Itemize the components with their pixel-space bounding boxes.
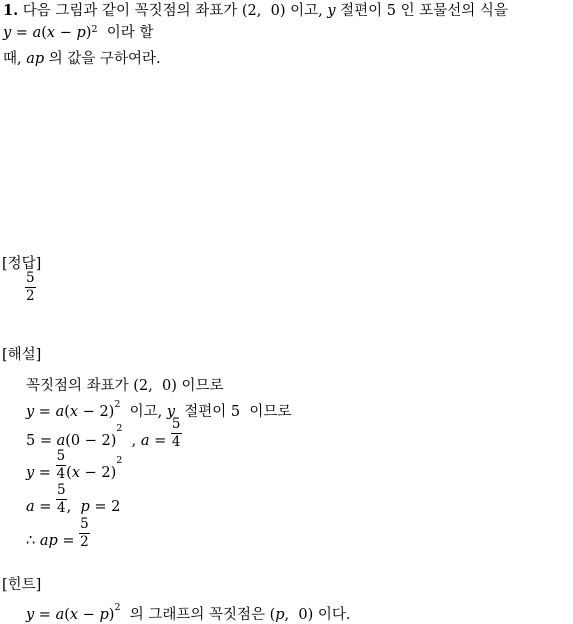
solution-line-2: $y = a(x - 2)^2$ 이고, y 절편이 5 이므로 (26, 399, 292, 420)
solution-line-1: 꼭짓점의 좌표가 (2, 0) 이므로 (26, 378, 224, 394)
solution-line-5: a = $\frac{5}{4}$ , p = 2 (26, 482, 121, 516)
solution-line-4: y = $\frac{5}{4}$ $(x - 2)^2$ (26, 448, 123, 482)
answer-denominator: 2 (26, 288, 35, 304)
question-number: 1. (3, 2, 19, 19)
answer-numerator: 5 (26, 270, 35, 286)
answer-fraction (25, 272, 36, 305)
question-line-2: $y = a(x - p)^2$ 이라 할 (3, 24, 154, 41)
answer-label: [정답] (2, 256, 42, 272)
solution-label: [해설] (2, 347, 42, 363)
hint-text: $y = a(x - p)^2$ 의 그래프의 꼭짓점은 (p, 0) 이다. (26, 602, 351, 623)
hint-label: [힌트] (2, 577, 42, 593)
question-text-line-1: 다음 그림과 같이 꼭짓점의 좌표가 (2, 0) 이고, y 절편이 5 인 포물선의 식을 (22, 3, 508, 19)
solution-line-6: ∴ ap = $\frac{5}{2}$ (26, 516, 89, 550)
solution-line-3: $5 = a(0 - 2)^2$ , a = $\frac{5}{4}$ (26, 416, 181, 450)
question-line-3: 때, ap 의 값을 구하여라. (3, 51, 161, 67)
question-line-1 (3, 4, 508, 19)
